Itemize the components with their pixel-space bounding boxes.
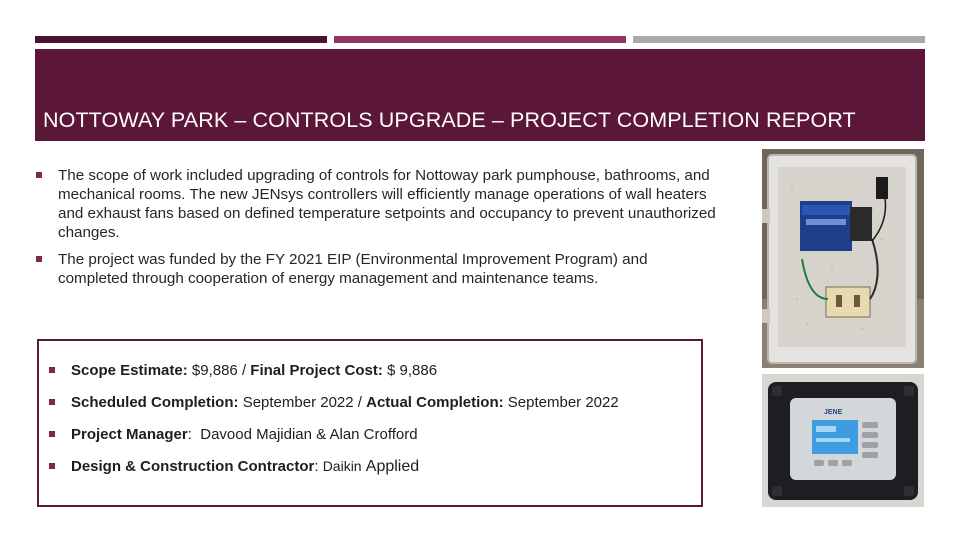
controller-enclosure-illustration <box>762 149 924 368</box>
thermostat-photo <box>762 374 924 507</box>
contractor-value: Daikin <box>322 458 362 474</box>
project-manager-value: Davood Majidian & Alan Crofford <box>200 426 418 443</box>
summary-item-contractor: Design & Construction Contractor: Daikin Applied <box>49 457 619 476</box>
summary-item-completion <box>49 393 619 412</box>
accent-bar-dark <box>35 36 327 43</box>
actual-completion-label: Actual Completion: <box>366 394 504 411</box>
scheduled-completion-label: Scheduled Completion: <box>71 394 239 411</box>
summary-list <box>49 361 619 489</box>
contractor-label: Design & Construction Contractor <box>71 458 315 475</box>
separator: / <box>237 362 251 379</box>
controller-enclosure-photo <box>762 149 924 368</box>
actual-completion-value: September 2022 <box>507 394 619 411</box>
accent-bar-mid <box>334 36 626 43</box>
scope-estimate-label: Scope Estimate: <box>71 362 188 379</box>
list-item <box>36 250 716 288</box>
square-bullet-icon <box>49 399 55 405</box>
square-bullet-icon <box>49 431 55 437</box>
scope-estimate-value: $9,886 <box>191 362 238 379</box>
square-bullet-icon <box>36 172 42 178</box>
bullet-text: The project was funded by the FY 2021 EIP (Environmental Improvement Program) and completed through cooperation of energy management and maintenance teams. <box>58 251 648 287</box>
final-cost-label: Final Project Cost: <box>250 362 383 379</box>
final-cost-value: $ 9,886 <box>387 362 438 379</box>
bullet-text: The scope of work included upgrading of controls for Nottoway park pumphouse, bathrooms, and mechanical rooms. The new JENsys controllers will efficiently manage operations of wall heaters and exhaust fans based on defined temperature setpoints and occupancy to prevent unauthorized changes. <box>58 167 716 241</box>
page-title: NOTTOWAY PARK – CONTROLS UPGRADE – PROJECT COMPLETION REPORT <box>43 108 856 132</box>
summary-item-manager: Project Manager: Davood Majidian & Alan Crofford <box>49 425 619 444</box>
thermostat-brand-text: JENE <box>824 409 843 416</box>
scheduled-completion-value: September 2022 <box>242 394 354 411</box>
square-bullet-icon <box>49 463 55 469</box>
square-bullet-icon <box>49 367 55 373</box>
separator: / <box>353 394 367 411</box>
thermostat-illustration <box>762 374 924 507</box>
square-bullet-icon <box>36 256 42 262</box>
project-summary-box <box>37 339 703 507</box>
title-banner <box>35 49 925 141</box>
project-manager-label: Project Manager <box>71 426 188 443</box>
accent-bar-grey <box>633 36 925 43</box>
list-item <box>36 166 716 242</box>
body-bullets <box>36 166 716 296</box>
summary-item-cost <box>49 361 619 380</box>
contractor-value-applied: Applied <box>365 458 420 475</box>
